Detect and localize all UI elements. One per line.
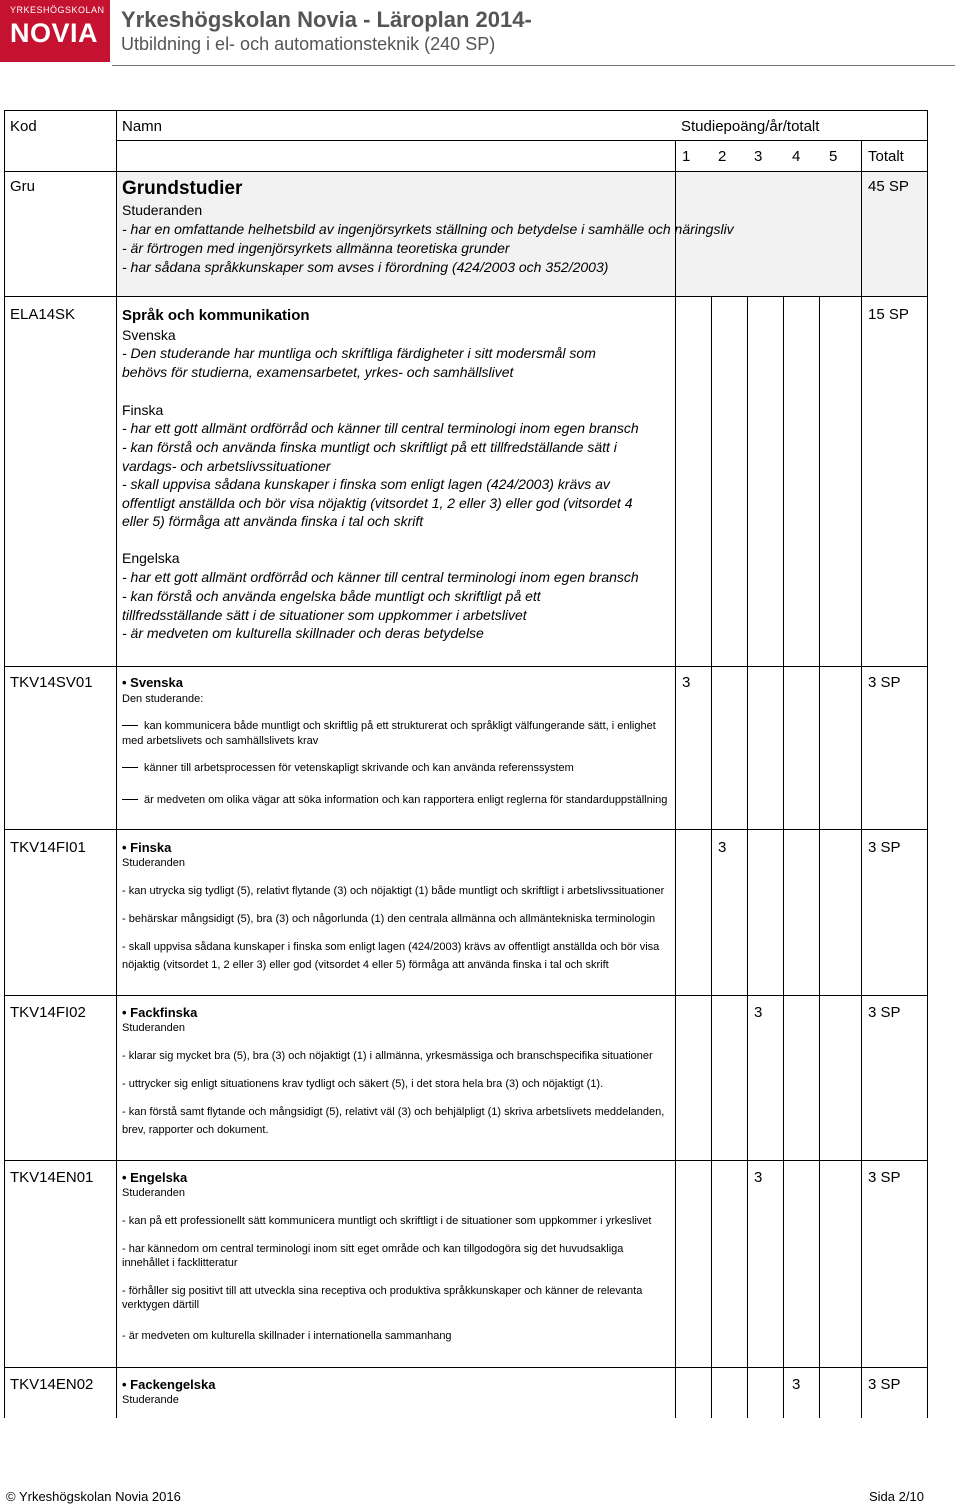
course-name: • Fackfinska xyxy=(122,1005,198,1020)
course-total: 3 SP xyxy=(868,674,901,691)
course-name-text: Svenska xyxy=(130,675,183,690)
header-year-3: 3 xyxy=(754,148,763,165)
header-year-1: 1 xyxy=(682,148,691,165)
course-outcome: - har kännedom om central terminologi inom sitt eget område och kan tillgodogöra sig det huvudsakliga xyxy=(122,1243,624,1255)
course-outcome: - kan på ett professionellt sätt kommunicera muntligt och skriftligt i de situationer som uppkommer i yrkeslivet xyxy=(122,1215,652,1227)
course-intro: Studeranden xyxy=(122,1022,185,1034)
ela-total: 15 SP xyxy=(868,306,909,323)
course-name: • Engelska xyxy=(122,1170,188,1185)
ela-engelska-line: - har ett gott allmänt ordförråd och känner till central terminologi inom egen bransch xyxy=(122,569,639,585)
ela-finska-line: - kan förstå och använda finska muntligt och skriftligt på ett tillfredställande sätt i xyxy=(122,439,617,455)
header-year-2: 2 xyxy=(718,148,727,165)
course-total: 3 SP xyxy=(868,1169,901,1186)
gru-line: - har sådana språkkunskaper som avses i förordning (424/2003 och 352/2003) xyxy=(122,259,609,275)
header-kod: Kod xyxy=(10,118,37,135)
course-outcome: - behärskar mångsidigt (5), bra (3) och någorlunda (1) den centrala allmänna och allmäntekniska terminologin xyxy=(122,913,656,925)
ela-svenska-heading: Svenska xyxy=(122,327,176,343)
header-namn: Namn xyxy=(122,118,163,135)
course-year1: 3 xyxy=(682,674,691,691)
course-outcome: med arbetslivets och samhällslivets krav xyxy=(122,735,319,747)
course-outcome: innehållet i facklitteratur xyxy=(122,1257,238,1269)
footer-copyright: © Yrkeshögskolan Novia 2016 xyxy=(6,1489,181,1504)
ela-finska-line: - skall uppvisa sådana kunskaper i finska som enligt lagen (424/2003) krävs av xyxy=(122,476,610,492)
document-subtitle: Utbildning i el- och automationsteknik (240 SP) xyxy=(121,34,496,54)
ela-title: Språk och kommunikation xyxy=(122,307,310,324)
gru-title: Grundstudier xyxy=(122,178,243,199)
ela-engelska-line: - är medveten om kulturella skillnader och deras betydelse xyxy=(122,625,484,641)
course-outcome: - kan utrycka sig tydligt (5), relativt flytande (3) och nöjaktigt (1) både muntligt och skriftligt i arbetslivssituationer xyxy=(122,885,665,897)
course-total: 3 SP xyxy=(868,1004,901,1021)
gru-intro: Studeranden xyxy=(122,202,203,218)
ela-finska-line: - har ett gott allmänt ordförråd och känner till central terminologi inom egen bransch xyxy=(122,420,639,436)
ela-engelska-line: - kan förstå och använda engelska både muntligt och skriftligt på ett xyxy=(122,588,541,604)
gru-code: Gru xyxy=(10,178,36,195)
ela-svenska-line: behövs för studierna, examensarbetet, yrkes- och samhällslivet xyxy=(122,364,514,380)
course-name-text: Fackfinska xyxy=(130,1005,198,1020)
header-divider xyxy=(112,65,955,66)
course-outcome: - skall uppvisa sådana kunskaper i finska som enligt lagen (424/2003) krävs av offentligt anställda och bör visa xyxy=(122,941,660,953)
course-outcome: kan kommunicera både muntligt och skriftlig på ett strukturerat och språkligt välfungerande sätt, i enlighet xyxy=(122,720,656,732)
course-code: TKV14SV01 xyxy=(10,674,93,691)
ela-engelska-line: tillfredsställande sätt i de situationer som uppkommer i arbetslivet xyxy=(122,607,527,623)
ela-finska-line: offentligt anställda och bör visa nöjaktig (vitsordet 1, 2 eller 3) eller god (vitsordet 4 xyxy=(122,495,633,511)
course-outcome: - klarar sig mycket bra (5), bra (3) och nöjaktigt (1) i allmänna, yrkesmässiga och branschspecifika situationer xyxy=(122,1050,653,1062)
ela-svenska-line: - Den studerande har muntliga och skriftliga färdigheter i sitt modersmål som xyxy=(122,345,596,361)
course-outcome: känner till arbetsprocessen för vetenskapligt skrivande och kan använda referenssystem xyxy=(122,762,574,774)
course-total: 3 SP xyxy=(868,839,901,856)
ela-finska-line: eller 5) förmåga att använda finska i tal och skrift xyxy=(122,513,424,529)
ela-finska-line: vardags- och arbetslivssituationer xyxy=(122,458,331,474)
course-intro: Studeranden xyxy=(122,857,185,869)
course-name: • Fackengelska xyxy=(122,1377,216,1392)
course-year1: 3 xyxy=(792,1376,801,1393)
novia-logo xyxy=(0,0,110,62)
course-name-text: Finska xyxy=(130,840,172,855)
logo-top-text: YRKESHÖGSKOLAN xyxy=(10,5,105,15)
course-outcome: - förhåller sig positivt till att utveckla sina receptiva och produktiva språkkunskaper och känner de relevanta xyxy=(122,1285,643,1297)
gru-line: - är förtrogen med ingenjörsyrkets allmänna teoretiska grunder xyxy=(122,240,510,256)
course-name-text: Engelska xyxy=(130,1170,188,1185)
course-outcome: brev, rapporter och dokument. xyxy=(122,1124,269,1136)
header-totalt: Totalt xyxy=(868,148,904,165)
header-year-4: 4 xyxy=(792,148,801,165)
course-intro: Studeranden xyxy=(122,1187,185,1199)
course-outcome: verktygen därtill xyxy=(122,1299,200,1311)
course-name: • Finska xyxy=(122,840,172,855)
course-year1: 3 xyxy=(754,1004,763,1021)
header-studiepoang: Studiepoäng/år/totalt xyxy=(681,118,820,135)
course-code: TKV14FI01 xyxy=(10,839,86,856)
course-outcome: nöjaktig (vitsordet 1, 2 eller 3) eller god (vitsordet 4 eller 5) förmåga att använda finska i tal och skrift xyxy=(122,959,609,971)
ela-finska-heading: Finska xyxy=(122,402,164,418)
course-year1: 3 xyxy=(718,839,727,856)
course-total: 3 SP xyxy=(868,1376,901,1393)
logo-bottom-text: NOVIA xyxy=(10,18,99,48)
course-code: TKV14FI02 xyxy=(10,1004,86,1021)
course-year1: 3 xyxy=(754,1169,763,1186)
course-name-text: Fackengelska xyxy=(130,1377,216,1392)
footer-page-number: Sida 2/10 xyxy=(869,1489,924,1504)
ela-engelska-heading: Engelska xyxy=(122,550,180,566)
document-title: Yrkeshögskolan Novia - Läroplan 2014- xyxy=(121,7,532,32)
course-intro: Studerande xyxy=(122,1394,179,1406)
course-outcome: - kan förstå samt flytande och mångsidigt (5), relativt väl (3) och behjälpligt (1) skriva arbetslivets meddelanden, xyxy=(122,1106,665,1118)
gru-line: - har en omfattande helhetsbild av ingenjörsyrkets ställning och betydelse i samhälle och näringsliv xyxy=(122,221,734,237)
gru-total: 45 SP xyxy=(868,178,909,195)
course-outcome: - uttrycker sig enligt situationens krav tydligt och säkert (5), i det stora hela bra (3) och nöjaktigt (1). xyxy=(122,1078,604,1090)
course-name: • Svenska xyxy=(122,675,183,690)
course-intro: Den studerande: xyxy=(122,693,204,705)
header-year-5: 5 xyxy=(829,148,838,165)
course-code: TKV14EN02 xyxy=(10,1376,94,1393)
course-outcome: - är medveten om kulturella skillnader i internationella sammanhang xyxy=(122,1330,452,1342)
course-outcome: är medveten om olika vägar att söka information och kan rapportera enligt reglerna för standarduppställning xyxy=(122,794,667,806)
ela-code: ELA14SK xyxy=(10,306,76,323)
course-code: TKV14EN01 xyxy=(10,1169,94,1186)
